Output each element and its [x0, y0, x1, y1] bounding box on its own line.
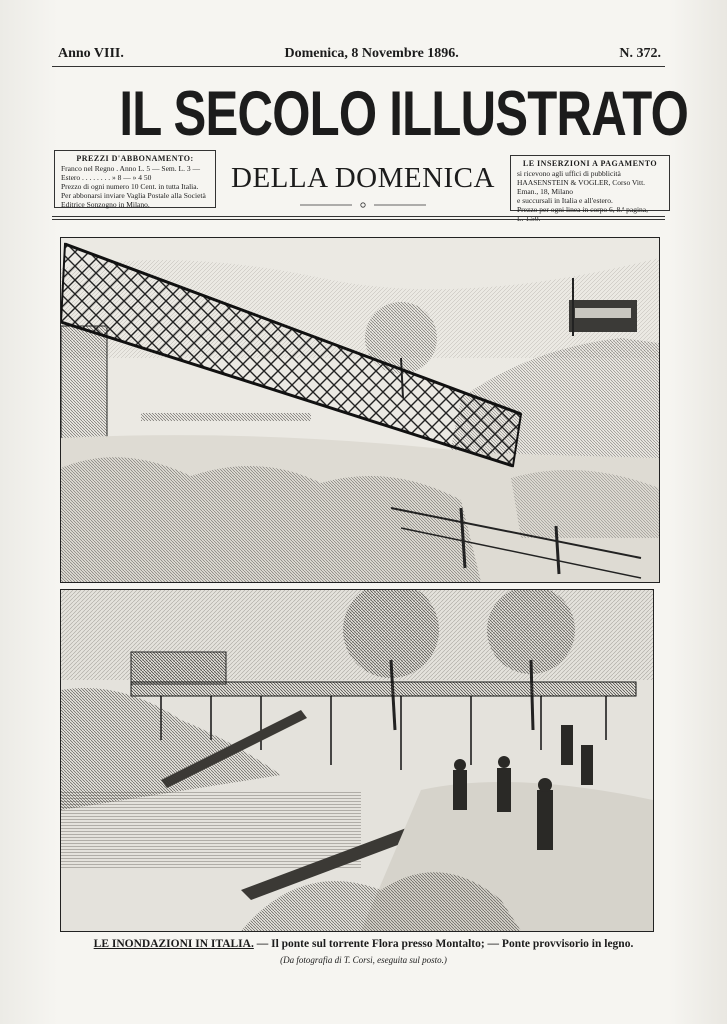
illustration-caption — [60, 938, 667, 950]
subscription-heading: PREZZI D'ABBONAMENTO: — [76, 154, 194, 163]
illustration-wooden-bridge — [60, 589, 654, 932]
subscription-line: Per abbonarsi inviare Vaglia Postale alla Società — [61, 191, 206, 200]
subscription-line: Franco nel Regno . Anno L. 5 — Sem. L. 3 — — [61, 164, 200, 173]
masthead-rule — [52, 216, 665, 217]
year-label: Anno VIII. — [58, 46, 124, 61]
masthead-title: IL SECOLO ILLUSTRATO — [119, 79, 689, 149]
ads-line: HAASENSTEIN & VOGLER, Corso Vitt. Eman., 18, Milano — [517, 178, 646, 196]
ads-line: si ricevono agli uffici di pubblicità — [517, 169, 621, 178]
ads-heading: LE INSERZIONI A PAGAMENTO — [522, 159, 658, 168]
caption-text: — Il ponte sul torrente Flora presso Montalto; — Ponte provvisorio in legno. — [256, 938, 634, 950]
subscription-line: Editrice Sonzogno in Milano. — [61, 200, 150, 209]
issue-number: N. 372. — [619, 46, 661, 61]
ads-box — [510, 155, 670, 214]
subscription-line: Estero . . . . . . . . » 8 — » 4 50 — [61, 173, 152, 182]
date-label: Domenica, 8 Novembre 1896. — [284, 46, 459, 61]
ads-line: e succursali in Italia e all'estero. — [517, 196, 613, 205]
photo-credit: (Da fotografia di T. Corsi, eseguita sul posto.) — [280, 955, 447, 965]
header-topline — [58, 46, 661, 64]
masthead-rule-double — [52, 219, 665, 220]
ornament-icon — [300, 202, 426, 208]
collapsed-bridge-engraving — [61, 238, 659, 582]
wooden-bridge-engraving — [61, 590, 653, 931]
top-rule — [52, 66, 665, 67]
masthead-subtitle: DELLA DOMENICA — [231, 162, 495, 194]
subscription-box — [54, 150, 216, 208]
illustration-collapsed-bridge — [60, 237, 660, 583]
subscription-line: Prezzo di ogni numero 10 Cent. in tutta Italia. — [61, 182, 199, 191]
caption-lead: LE INONDAZIONI IN ITALIA. — [93, 938, 254, 950]
ads-line: Prezzo per ogni linea in corpo 6, 8.ª pagina, — [517, 205, 648, 214]
